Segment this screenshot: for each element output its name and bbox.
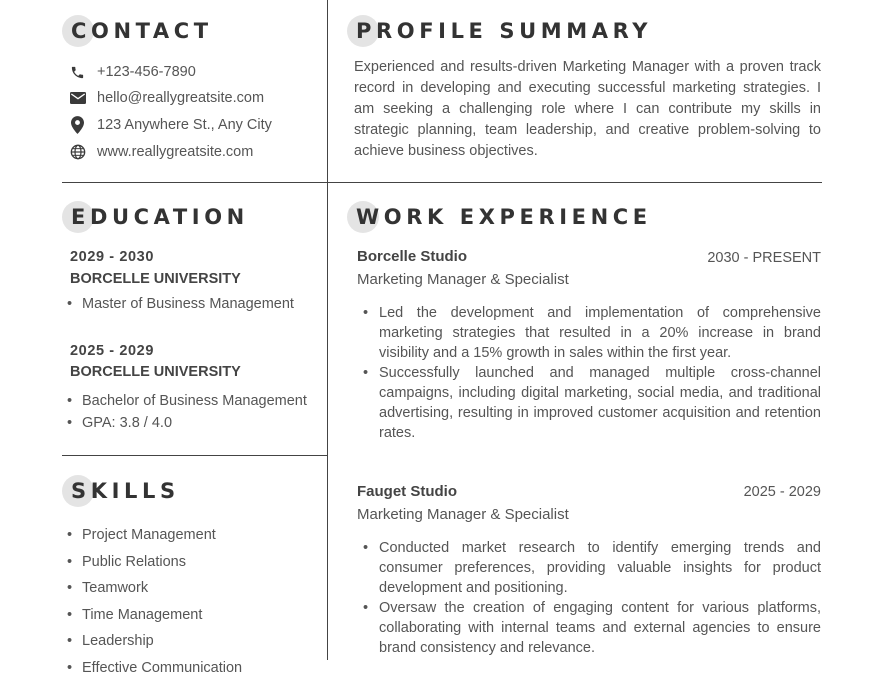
list-item: • Time Management <box>64 602 242 629</box>
mail-icon <box>69 90 86 107</box>
job-role: Marketing Manager & Specialist <box>357 506 569 523</box>
job-company: Fauget Studio <box>357 483 457 500</box>
profile-summary-heading: PROFILE SUMMARY <box>356 19 652 43</box>
work-experience-heading: WORK EXPERIENCE <box>356 205 652 229</box>
location-pin-icon <box>69 117 86 134</box>
column-divider <box>327 0 328 660</box>
list-item: • Successfully launched and managed multiple cross-channel campaigns, including digital marketing, social media, and traditional advertising, resulting in improved customer acquisition and retention rates. <box>360 363 821 443</box>
skills-list <box>64 522 242 682</box>
education-school: BORCELLE UNIVERSITY <box>70 271 241 287</box>
list-item: • Teamwork <box>64 575 242 602</box>
job-responsibilities <box>360 303 821 443</box>
divider-education-skills <box>62 455 328 456</box>
education-years: 2025 - 2029 <box>70 343 154 359</box>
job-company: Borcelle Studio <box>357 248 468 265</box>
email-value: hello@reallygreatsite.com <box>97 90 265 106</box>
website-value: www.reallygreatsite.com <box>97 144 254 160</box>
list-item: • GPA: 3.8 / 4.0 <box>64 412 307 434</box>
list-item: • Public Relations <box>64 549 242 576</box>
divider-summary-work <box>327 182 822 183</box>
globe-icon <box>69 144 86 161</box>
list-item: • Project Management <box>64 522 242 549</box>
contact-address <box>69 115 272 135</box>
education-heading: EDUCATION <box>71 205 249 229</box>
contact-phone <box>69 62 196 82</box>
list-item: • Oversaw the creation of engaging content for various platforms, collaborating with internal teams and external agencies to ensure brand consistency and relevance. <box>360 598 821 658</box>
list-item: • Master of Business Management <box>64 296 294 312</box>
contact-heading: CONTACT <box>71 19 213 43</box>
job-responsibilities <box>360 538 821 658</box>
education-years: 2029 - 2030 <box>70 249 154 265</box>
skills-heading: SKILLS <box>71 479 180 503</box>
education-details <box>64 390 307 434</box>
profile-summary-text: Experienced and results-driven Marketing Manager with a proven track record in developing and executing successful marketing strategies. I am seeking a challenging role where I can contribute my skills in strategic planning, team leadership, and creative problem-solving to achieve business objectives. <box>354 59 821 159</box>
job-period: 2030 - PRESENT <box>707 250 821 266</box>
phone-icon <box>69 64 86 81</box>
list-item: • Led the development and implementation of comprehensive marketing strategies that resulted in a 20% increase in brand visibility and a 15% growth in sales within the first year. <box>360 303 821 363</box>
contact-website <box>69 142 254 162</box>
job-role: Marketing Manager & Specialist <box>357 271 569 288</box>
list-item: • Conducted market research to identify emerging trends and consumer preferences, providing valuable insights for product development and positioning. <box>360 538 821 598</box>
education-school: BORCELLE UNIVERSITY <box>70 364 241 380</box>
job-period: 2025 - 2029 <box>743 484 821 500</box>
address-value: 123 Anywhere St., Any City <box>97 117 272 133</box>
list-item: • Effective Communication <box>64 655 242 682</box>
list-item: • Leadership <box>64 628 242 655</box>
contact-email <box>69 88 265 108</box>
divider-contact-education <box>62 182 328 183</box>
phone-value: +123-456-7890 <box>97 64 196 80</box>
list-item: • Bachelor of Business Management <box>64 390 307 412</box>
education-details <box>64 296 294 312</box>
